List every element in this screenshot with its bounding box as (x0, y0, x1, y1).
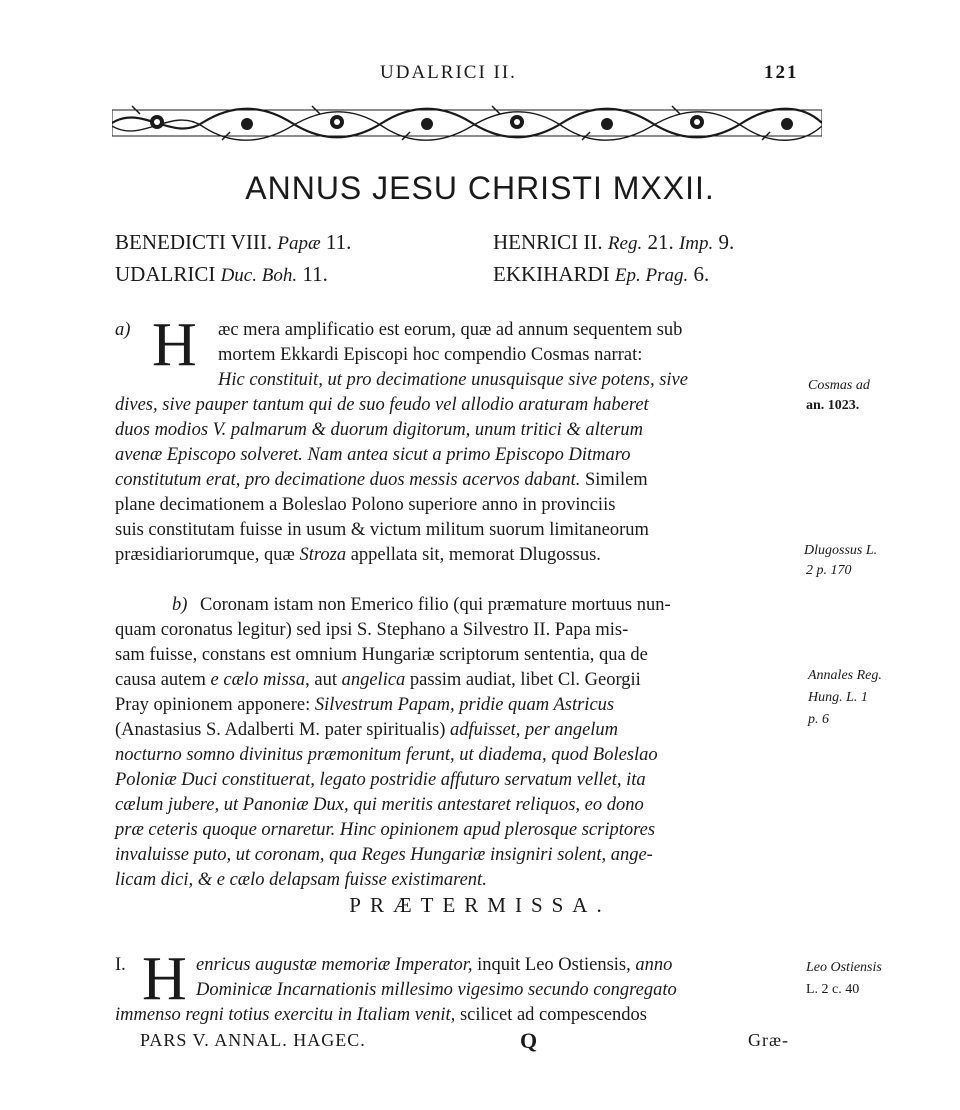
reign-role: Imp. (678, 233, 714, 254)
text-line: sam fuisse, constans est omnium Hungariæ scriptorum sententia, qua de (115, 645, 648, 665)
text-line: plane decimationem a Boleslao Polono superiore anno in provinciis (115, 495, 616, 515)
reign-pope (115, 230, 351, 255)
reign-duke (115, 262, 328, 287)
text-line (115, 820, 655, 841)
text-line: quam coronatus legitur) sed ipsi S. Stephano a Silvestro II. Papa mis- (115, 620, 629, 640)
page-title: ANNUS JESU CHRISTI MXXII. (245, 170, 715, 206)
drop-cap: H (142, 945, 187, 1013)
text-span: adfuisset, per angelum (450, 720, 619, 740)
reign-role: Ep. Prag. (614, 265, 689, 286)
text-span: Silvestrum Papam, pridie quam Astricus (314, 695, 615, 715)
reign-name: BENEDICTI VIII. (115, 230, 273, 254)
text-line (218, 370, 688, 391)
margin-note: Dlugossus L. (804, 543, 878, 558)
text-line: æc mera amplificatio est eorum, quæ ad annum sequentem sub (218, 320, 683, 340)
text-span: Dominicæ Incarnationis millesimo vigesimo secundo congregato (196, 980, 677, 1000)
text-line (115, 395, 649, 416)
reign-number: 11. (302, 262, 328, 286)
text-line (196, 955, 672, 976)
text-span: e cælo missa (210, 670, 306, 690)
reign-number: 6. (693, 262, 710, 286)
text-line (115, 870, 487, 891)
text-span: scilicet ad compescendos (459, 1005, 647, 1025)
text-span: enricus augustæ memoriæ Imperator, (196, 955, 473, 975)
text-line (115, 545, 601, 566)
text-line (115, 695, 614, 716)
text-span: immenso regni totius exercitu in Italiam venit, (115, 1005, 456, 1025)
text-line: mortem Ekkardi Episcopi hoc compendio Cosmas narrat: (218, 345, 643, 365)
reign-name: HENRICI II. (493, 230, 603, 254)
reign-name: UDALRICI (115, 262, 216, 286)
text-span: duos modios V. palmarum & duorum digitorum, unum tritici & alterum (115, 420, 643, 440)
footer-title: PARS V. ANNAL. HAGEC. (140, 1030, 366, 1050)
text-span: dives, sive pauper tantum qui de suo feudo vel allodio araturam haberet (115, 395, 649, 415)
text-span: licam dici, & e cælo delapsam fuisse existimarent. (115, 870, 487, 890)
text-line (196, 980, 677, 1001)
text-span: appellata sit, memorat Dlugossus. (350, 545, 601, 565)
reign-role: Papæ (277, 233, 321, 254)
text-span: cælum jubere, ut Panoniæ Dux, qui meritis antestaret reliquos, eo dono (115, 795, 644, 815)
text-span: angelica (341, 670, 406, 690)
margin-note: p. 6 (808, 712, 829, 727)
running-title: UDALRICI II. (380, 62, 517, 83)
page-number: 121 (764, 62, 799, 83)
text-span: , aut (305, 670, 337, 690)
section-heading: PRÆTERMISSA. (349, 893, 611, 917)
text-span: anno (635, 955, 673, 975)
text-span: inquit Leo Ostiensis, (477, 955, 631, 975)
reign-bishop (493, 262, 709, 287)
text-span: Hic constituit, ut pro decimatione unusquisque sive potens, sive (218, 370, 688, 390)
text-line (115, 445, 631, 466)
note-marker: b) (172, 595, 188, 615)
reign-number: 9. (718, 230, 735, 254)
reign-role: Reg. (607, 233, 643, 254)
text-line (115, 470, 648, 491)
text-span: causa autem (115, 670, 206, 690)
reign-king (493, 230, 734, 255)
text-line (115, 720, 618, 741)
text-span: avenæ Episcopo solveret. Nam antea sicut a primo Episcopo Ditmaro (115, 445, 631, 465)
margin-note: Leo Ostiensis (806, 960, 882, 975)
text-line (115, 670, 641, 691)
text-span: Stroza (299, 545, 347, 565)
reign-number: 21. (647, 230, 674, 254)
text-span: Poloniæ Duci constituerat, legato postridie affuturo servatum vellet, ita (115, 770, 646, 790)
reign-role: Duc. Boh. (220, 265, 298, 286)
margin-note: an. 1023. (806, 398, 860, 413)
text-span: passim audiat, libet Cl. Georgii (409, 670, 641, 690)
text-span: præsidiariorumque, quæ (115, 545, 295, 565)
text-line (115, 745, 658, 766)
text-span: invaluisse puto, ut coronam, qua Reges Hungariæ insigniri solent, ange- (115, 845, 653, 865)
text-line (115, 1005, 647, 1026)
text-line (115, 420, 643, 441)
text-line (115, 795, 644, 816)
drop-cap: H (152, 311, 197, 379)
item-numeral: I. (115, 955, 126, 975)
text-span: (Anastasius S. Adalberti M. pater spiritualis) (115, 720, 446, 740)
text-span: constitutum erat, pro decimatione duos messis acervos dabant. (115, 470, 581, 490)
reign-name: EKKIHARDI (493, 262, 610, 286)
signature-mark: Q (520, 1028, 539, 1053)
ornament-band-icon (112, 102, 822, 146)
text-line: Coronam istam non Emerico filio (qui præmature mortuus nun- (200, 595, 671, 615)
margin-note: 2 p. 170 (806, 563, 852, 578)
reign-number: 11. (325, 230, 352, 254)
text-line: suis constitutam fuisse in usum & victum militum suorum limitaneorum (115, 520, 649, 540)
text-span: Similem (585, 470, 648, 490)
margin-note: Annales Reg. (808, 668, 882, 683)
text-line (115, 770, 646, 791)
text-span: Pray opinionem apponere: (115, 695, 311, 715)
note-marker: a) (115, 320, 131, 340)
text-line (115, 845, 653, 866)
margin-note: Cosmas ad (808, 378, 870, 393)
text-span: præ ceteris quoque ornaretur. Hinc opinionem apud plerosque scriptores (115, 820, 656, 840)
margin-note: L. 2 c. 40 (806, 982, 860, 997)
catchword: Græ- (748, 1030, 789, 1050)
margin-note: Hung. L. 1 (808, 690, 868, 705)
text-span: nocturno somno divinitus præmonitum ferunt, ut diadema, quod Boleslao (115, 745, 658, 765)
